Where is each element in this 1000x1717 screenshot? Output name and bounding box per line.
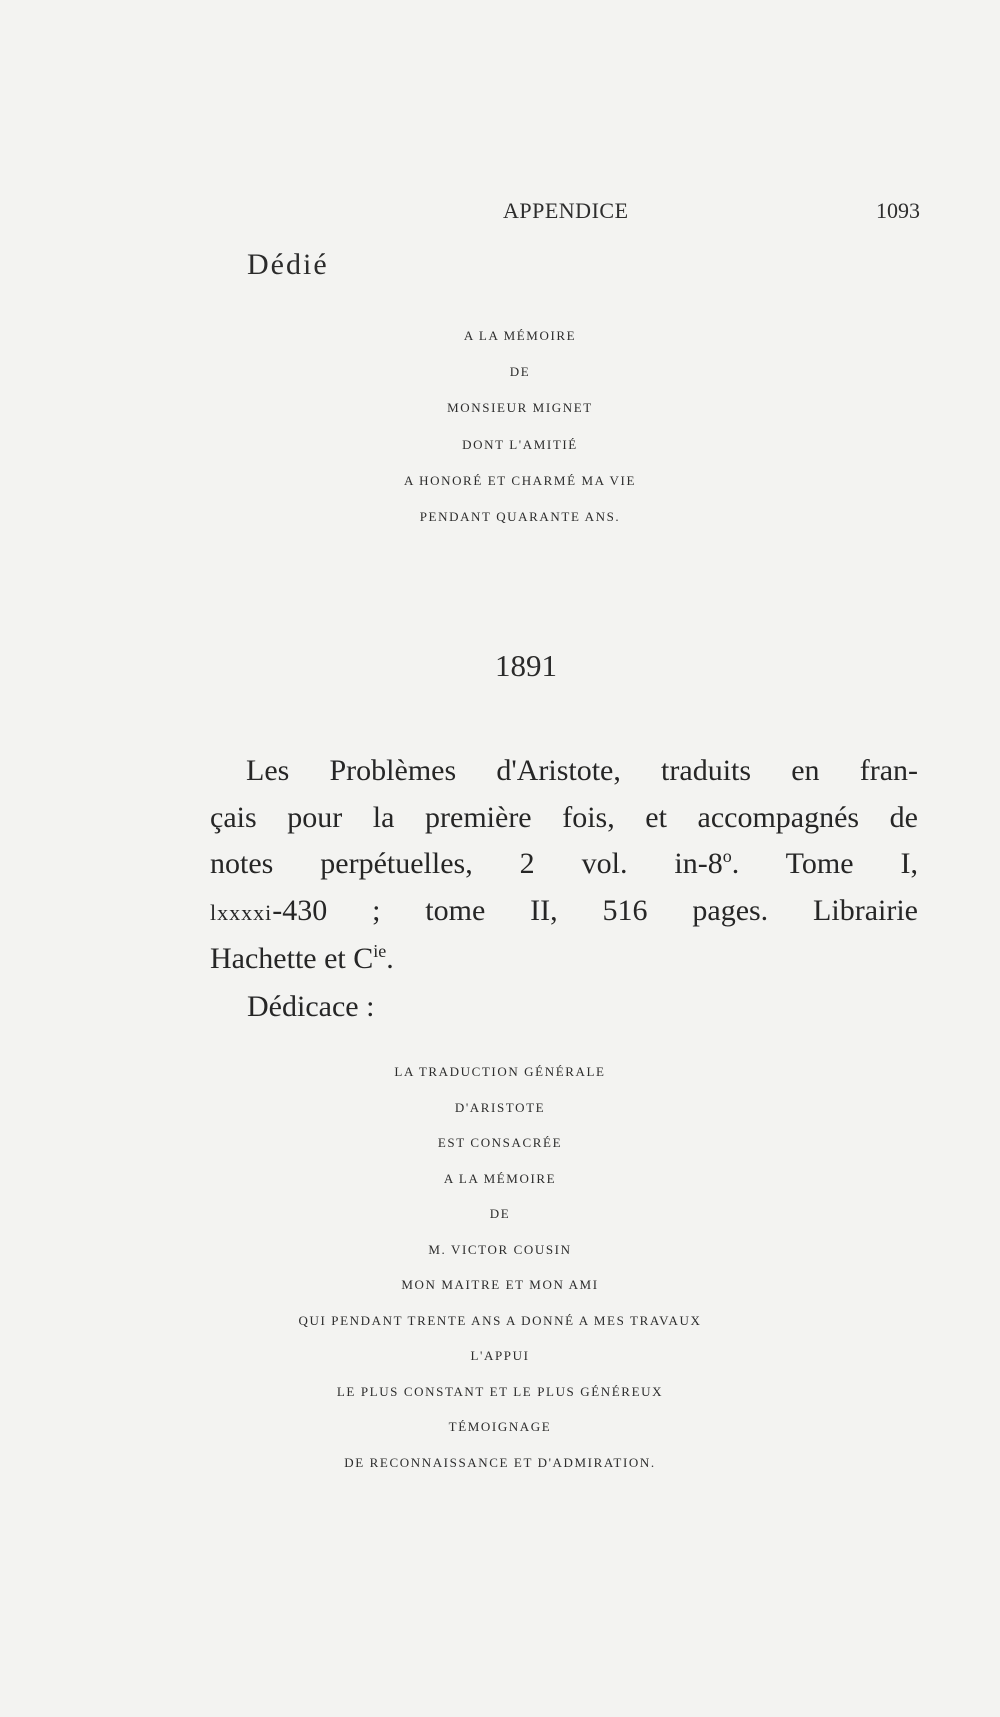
entry-line: Les Problèmes d'Aristote, traduits en fran- bbox=[246, 754, 918, 787]
entry-superscript: o bbox=[722, 846, 732, 866]
dedication-line: TÉMOIGNAGE bbox=[448, 1419, 552, 1434]
entry-text: . bbox=[386, 942, 394, 975]
entry-line bbox=[210, 936, 918, 983]
year-heading: 1891 bbox=[495, 648, 557, 683]
dedie-heading: Dédié bbox=[247, 248, 329, 281]
dedicace-label: Dédicace : bbox=[247, 990, 375, 1023]
roman-numeral: lxxxxi bbox=[210, 899, 273, 925]
bibliography-entry bbox=[210, 748, 918, 983]
page-number: 1093 bbox=[876, 198, 920, 223]
dedication-line: LA TRADUCTION GÉNÉRALE bbox=[394, 1064, 606, 1079]
dedication-cousin bbox=[0, 1054, 1000, 1480]
dedication-line: MONSIEUR MIGNET bbox=[447, 400, 593, 416]
dedication-line: PENDANT QUARANTE ANS. bbox=[419, 508, 621, 524]
dedication-line: A HONORÉ ET CHARMÉ MA VIE bbox=[403, 472, 636, 488]
dedication-line: L'APPUI bbox=[470, 1348, 530, 1363]
running-title: APPENDICE bbox=[503, 198, 629, 223]
dedication-line: MON MAITRE ET MON AMI bbox=[401, 1277, 599, 1292]
dedication-mignet bbox=[20, 318, 1000, 535]
dedication-line: M. VICTOR COUSIN bbox=[428, 1241, 572, 1257]
entry-line bbox=[210, 888, 918, 937]
dedication-line: A LA MÉMOIRE bbox=[463, 328, 577, 343]
dedication-line: QUI PENDANT TRENTE ANS A DONNÉ A MES TRAVAUX bbox=[298, 1312, 702, 1328]
entry-text: . Tome I, bbox=[731, 847, 918, 880]
dedication-line: A LA MÉMOIRE bbox=[443, 1170, 557, 1186]
entry-line: çais pour la première fois, et accompagnés de bbox=[210, 800, 918, 834]
dedication-line: DE bbox=[509, 364, 531, 380]
dedication-line: DE RECONNAISSANCE ET D'ADMIRATION. bbox=[344, 1454, 656, 1470]
entry-text: notes perpétuelles, 2 vol. in-8 bbox=[210, 847, 723, 880]
dedication-line: DONT L'AMITIÉ bbox=[462, 436, 578, 452]
entry-text: Hachette et C bbox=[210, 942, 374, 975]
entry-text: -430 ; tome II, 516 pages. Librairie bbox=[272, 893, 918, 927]
entry-superscript: ie bbox=[373, 941, 387, 961]
dedication-line: EST CONSACRÉE bbox=[437, 1135, 563, 1150]
entry-line bbox=[210, 841, 918, 888]
dedication-line: LE PLUS CONSTANT ET LE PLUS GÉNÉREUX bbox=[336, 1383, 664, 1399]
dedication-line: D'ARISTOTE bbox=[454, 1099, 546, 1115]
dedication-line: DE bbox=[489, 1206, 511, 1221]
